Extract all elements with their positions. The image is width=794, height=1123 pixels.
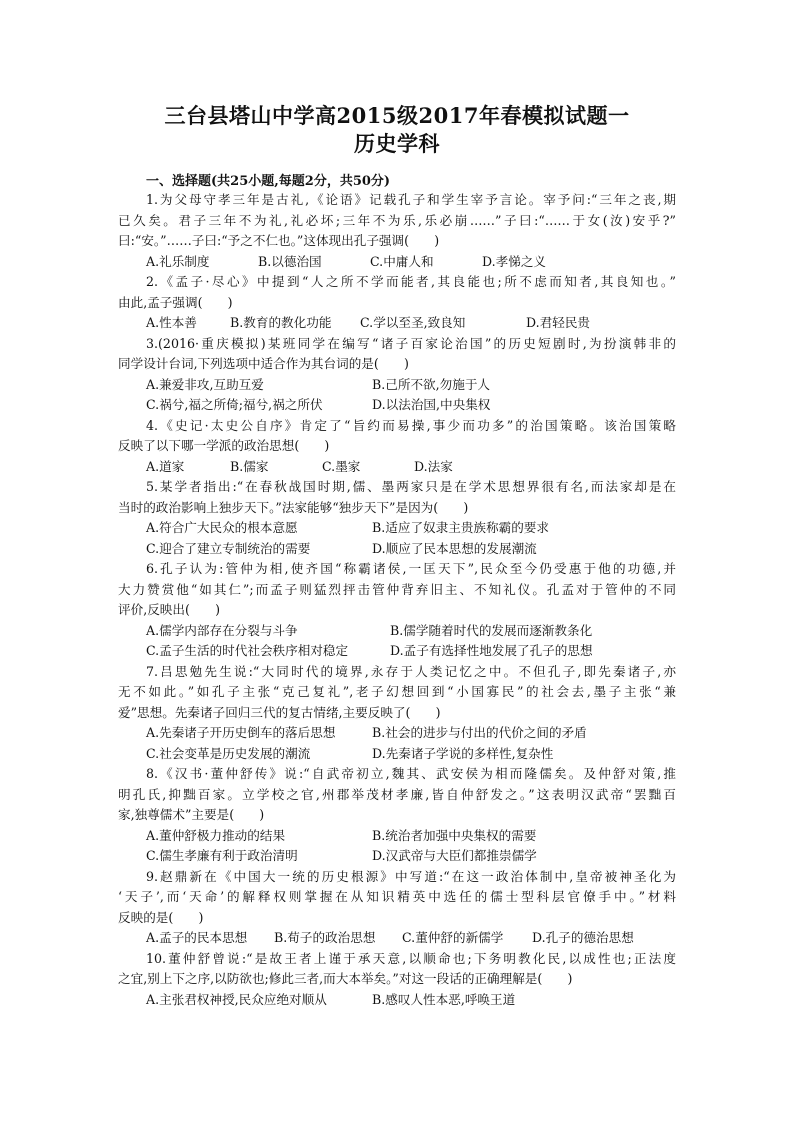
question-4 (118, 416, 676, 478)
option-a: A.礼乐制度 (146, 253, 210, 269)
option-c: C.社会变革是历史发展的潮流 (146, 745, 311, 761)
question-line: 当时的政治影响上独步天下。”法家能够“独步天下”是因为( ) (118, 499, 469, 515)
option-c: C.墨家 (322, 458, 361, 474)
question-9 (118, 867, 676, 949)
option-b: B.适应了奴隶主贵族称霸的要求 (372, 520, 549, 535)
question-line: 5.某学者指出:“在春秋战国时期,儒、墨两家只是在学术思想界很有名,而法家却是在 (146, 479, 676, 494)
option-b: B.感叹人性本恶,呼唤王道 (372, 991, 516, 1007)
question-line: 反映的是( ) (118, 909, 204, 925)
subject-title: 历史学科 (354, 131, 440, 156)
question-line: 7.吕思勉先生说:“大同时代的境界,永存于人类记忆之中。不但孔子,即先秦诸子,亦 (146, 663, 676, 679)
options (118, 990, 676, 1011)
option-b: B.以德治国 (258, 253, 322, 269)
options (118, 826, 676, 867)
option-c: C.孟子生活的时代社会秩序相对稳定 (146, 643, 349, 658)
options (118, 313, 676, 334)
question-5 (118, 477, 676, 559)
section-heading: 一、选择题(共25小题,每题2分，共50分) (146, 174, 391, 189)
option-d: D.孔子的德治思想 (532, 930, 634, 945)
question-line: 9.赵鼎新在《中国大一统的历史根源》中写道:“在这一政治体制中,皇帝被神圣化为 (146, 868, 676, 884)
option-b: B.教育的教化功能 (230, 315, 332, 330)
exam-title: 三台县塔山中学高2015级2017年春模拟试题一 (164, 103, 630, 128)
option-d: D.以法治国,中央集权 (372, 397, 491, 412)
question-line: 4.《史记·太史公自序》肯定了“旨约而易操,事少而功多”的治国策略。该治国策略 (146, 417, 676, 433)
option-a: A.孟子的民本思想 (146, 930, 248, 945)
option-b: B.儒家 (230, 458, 269, 474)
question-line: 大力赞赏他“如其仁”;而孟子则猛烈抨击管仲背弃旧主、不知礼仪。孔孟对于管仲的不同 (118, 581, 676, 597)
option-b: B.荀子的政治思想 (274, 930, 376, 945)
option-a: A.先秦诸子开历史倒车的落后思想 (146, 725, 336, 740)
question-line: 家,独尊儒术”主要是( ) (118, 807, 265, 822)
question-line: 1.为父母守孝三年是古礼,《论语》记载孔子和学生宰予言论。宰予问:“三年之丧,期 (146, 192, 676, 207)
question-10 (118, 949, 676, 1011)
option-b: B.儒学随着时代的发展而逐渐教条化 (390, 622, 593, 638)
options (118, 518, 676, 559)
option-a: A.兼爱非攻,互助互爱 (146, 376, 264, 392)
question-3 (118, 334, 676, 416)
option-b: B.己所不欲,勿施于人 (372, 376, 491, 392)
options (118, 723, 676, 764)
option-a: A.符合广大民众的根本意愿 (146, 520, 298, 535)
question-line: ‘天子’,而‘天命’的解释权则掌握在从知识精英中选任的儒士型科层官僚手中。”材料 (118, 889, 676, 904)
question-6 (118, 559, 676, 662)
option-d: D.法家 (414, 458, 453, 474)
option-d: D.汉武帝与大臣们都推崇儒学 (372, 848, 537, 863)
question-line: 评价,反映出( ) (118, 602, 220, 617)
question-line: 无不如此。”如孔子主张“克己复礼”,老子幻想回到“小国寡民”的社会去,墨子主张“兼 (118, 684, 676, 699)
question-line: 反映了以下哪一学派的政治思想( ) (118, 438, 330, 453)
option-a: A.儒学内部存在分裂与斗争 (146, 622, 298, 638)
question-7 (118, 662, 676, 765)
option-a: A.主张君权神授,民众应绝对顺从 (146, 991, 327, 1007)
question-8 (118, 764, 676, 867)
question-line: 曰:“安。”……子曰:“予之不仁也。”这体现出孔子强调( ) (118, 233, 440, 248)
option-d: D.孝悌之义 (482, 253, 547, 269)
option-b: B.统治者加强中央集权的需要 (372, 827, 537, 843)
question-line: 10.董仲舒曾说:“是故王者上谨于承天意,以顺命也;下务明教化民,以成性也;正法度 (146, 950, 676, 966)
question-line: 爱”思想。先秦诸子回归三代的复古情绪,主要反映了( ) (118, 704, 441, 720)
option-b: B.社会的进步与付出的代价之间的矛盾 (372, 725, 587, 740)
options (118, 621, 676, 662)
question-line: 2.《孟子·尽心》中提到“人之所不学而能者,其良能也;所不虑而知者,其良知也。” (146, 274, 676, 289)
option-d: D.顺应了民本思想的发展潮流 (372, 540, 537, 556)
options (118, 928, 676, 949)
question-line: 8.《汉书·董仲舒传》说:“自武帝初立,魏其、武安侯为相而隆儒矣。及仲舒对策,推 (146, 766, 676, 781)
question-line: 6.孔子认为:管仲为相,使齐国“称霸诸侯,一匡天下”,民众至今仍受惠于他的功德,并 (146, 561, 676, 576)
question-line: 3.(2016·重庆模拟)某班同学在编写“诸子百家论治国”的历史短剧时,为扮演韩非的 (146, 335, 676, 351)
question-2 (118, 272, 676, 334)
option-a: A.性本善 (146, 315, 197, 330)
question-1 (118, 190, 676, 272)
option-d: D.先秦诸子学说的多样性,复杂性 (372, 745, 554, 761)
option-d: D.孟子有选择性地发展了孔子的思想 (390, 643, 593, 658)
question-line: 由此,孟子强调( ) (118, 294, 233, 310)
option-a: A.董仲舒极力推动的结果 (146, 827, 286, 843)
option-c: C.祸兮,福之所倚;福兮,祸之所伏 (146, 397, 323, 412)
option-c: C.董仲舒的新儒学 (402, 930, 504, 945)
option-d: D.君轻民贵 (526, 315, 591, 330)
options (118, 252, 676, 273)
question-line: 已久矣。君子三年不为礼,礼必坏;三年不为乐,乐必崩……”子曰:“……于女(汝)安乎?” (118, 212, 676, 228)
option-c: C.中庸人和 (370, 253, 434, 269)
question-line: 明孔氏,抑黜百家。立学校之官,州郡举茂材孝廉,皆自仲舒发之。”这表明汉武帝“罢黜百 (118, 786, 676, 802)
options (118, 457, 676, 478)
option-c: C.学以至圣,致良知 (360, 315, 466, 330)
question-line: 同学设计台词,下列选项中适合作为其台词的是( ) (118, 356, 409, 371)
options (118, 375, 676, 416)
option-c: C.迎合了建立专制统治的需要 (146, 540, 311, 556)
option-c: C.儒生孝廉有利于政治清明 (146, 848, 298, 863)
question-line: 之宜,别上下之序,以防欲也;修此三者,而大本举矣。”对这一段话的正确理解是( ) (118, 971, 573, 986)
question-list (118, 190, 676, 1010)
option-a: A.道家 (146, 458, 185, 474)
